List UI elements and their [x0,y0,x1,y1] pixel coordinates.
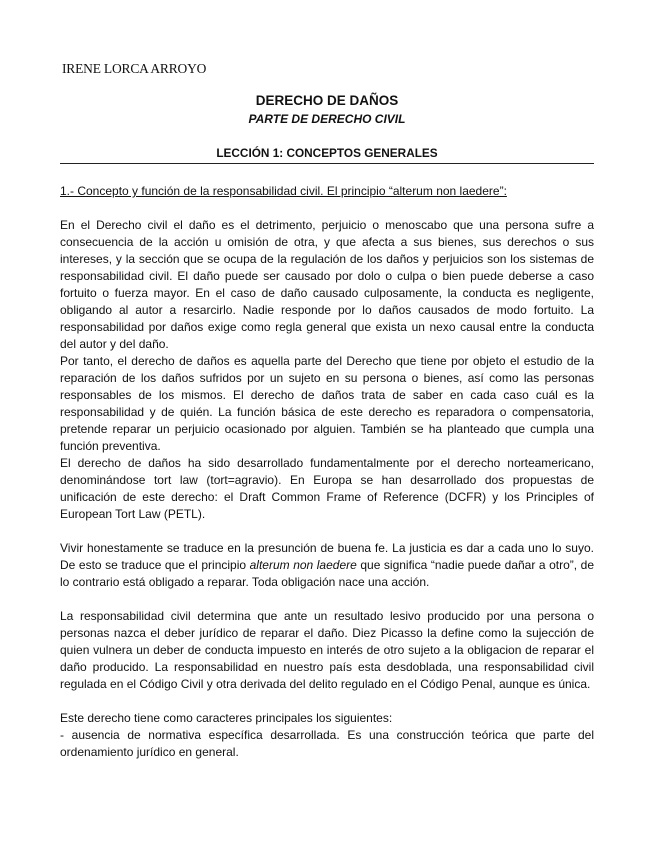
paragraph-2: Por tanto, el derecho de daños es aquella parte del Derecho que tiene por objeto el estudio de la reparación de los daños sufridos por un sujeto en su persona o bienes, así como las personas responsables de los mismos. El derecho de daños trata de saber en cada caso cuál es la responsabilidad y de quién. La función básica de este derecho es reparadora o compensatoria, pretende reparar un perjuicio ocasionado por alguien. También se ha planteado que cumpla una función preventiva. [60,354,594,453]
spacer [60,591,594,608]
spacer [60,523,594,540]
paragraph-4-end: que significa “nadie puede dañar a otro”, de lo contrario está obligado a reparar. Toda obligación nace una acción. [60,558,595,589]
section-heading: 1.- Concepto y función de la responsabilidad civil. El principio “alterum non laedere”: [60,184,507,198]
spacer [60,200,594,217]
spacer [60,693,594,710]
paragraph-4 [60,540,594,591]
paragraph-1: En el Derecho civil el daño es el detrimento, perjuicio o menoscabo que una persona sufre a consecuencia de la acción u omisión de otra, y que afecta a sus bienes, sus derechos o sus intereses, y la sección que se ocupa de la regulación de los daños y perjuicios son los sistemas de responsabilidad civil. El daño puede ser causado por dolo o culpa o bien puede deberse a caso fortuito o fuerza mayor. En el caso de daño causado culposamente, la conducta es negligente, obligando al autor a resarcirlo. Nadie responde por lo daños causados de modo fortuito. La responsabilidad por daños exige como regla general que exista un nexo causal entre la conducta del autor y del daño. [60,218,594,351]
heading-divider [60,163,594,164]
paragraph-4-start: Vivir honestamente se traduce en la presunción de buena fe. La justicia es dar a cada uno lo suyo. De esto se traduce que el principio [60,541,594,572]
document-body [60,183,594,761]
paragraph-6: Este derecho tiene como caracteres principales los siguientes: [60,711,393,725]
document-title: DERECHO DE DAÑOS [255,93,399,108]
latin-maxim: alterum non laedere [249,558,357,572]
document-subtitle: PARTE DE DERECHO CIVIL [248,112,406,126]
paragraph-5: La responsabilidad civil determina que ante un resultado lesivo producido por una persona o personas nazca el deber jurídico de reparar el daño. Diez Picasso la define como la sujección de quien vulnera un deber de conducta impuesto en interés de otro sujeto a la obligacion de reparar el daño producido. La responsabilidad en nuestro país esta desdoblada, una responsabilidad civil regulada en el Código Civil y otra derivada del delito regulado en el Código Penal, aunque es única. [60,609,594,691]
author-name: IRENE LORCA ARROYO [62,61,207,76]
paragraph-3: El derecho de daños ha sido desarrollado fundamentalmente por el derecho norteamericano, denominándose tort law (tort=agravio). En Europa se han desarrollado dos propuestas de unificación de este derecho: el Draft Common Frame of Reference (DCFR) y los Principles of European Tort Law (PETL). [60,456,594,521]
lesson-heading: LECCIÓN 1: CONCEPTOS GENERALES [216,146,438,160]
paragraph-7: - ausencia de normativa específica desarrollada. Es una construcción teórica que parte del ordenamiento jurídico en general. [60,728,594,759]
